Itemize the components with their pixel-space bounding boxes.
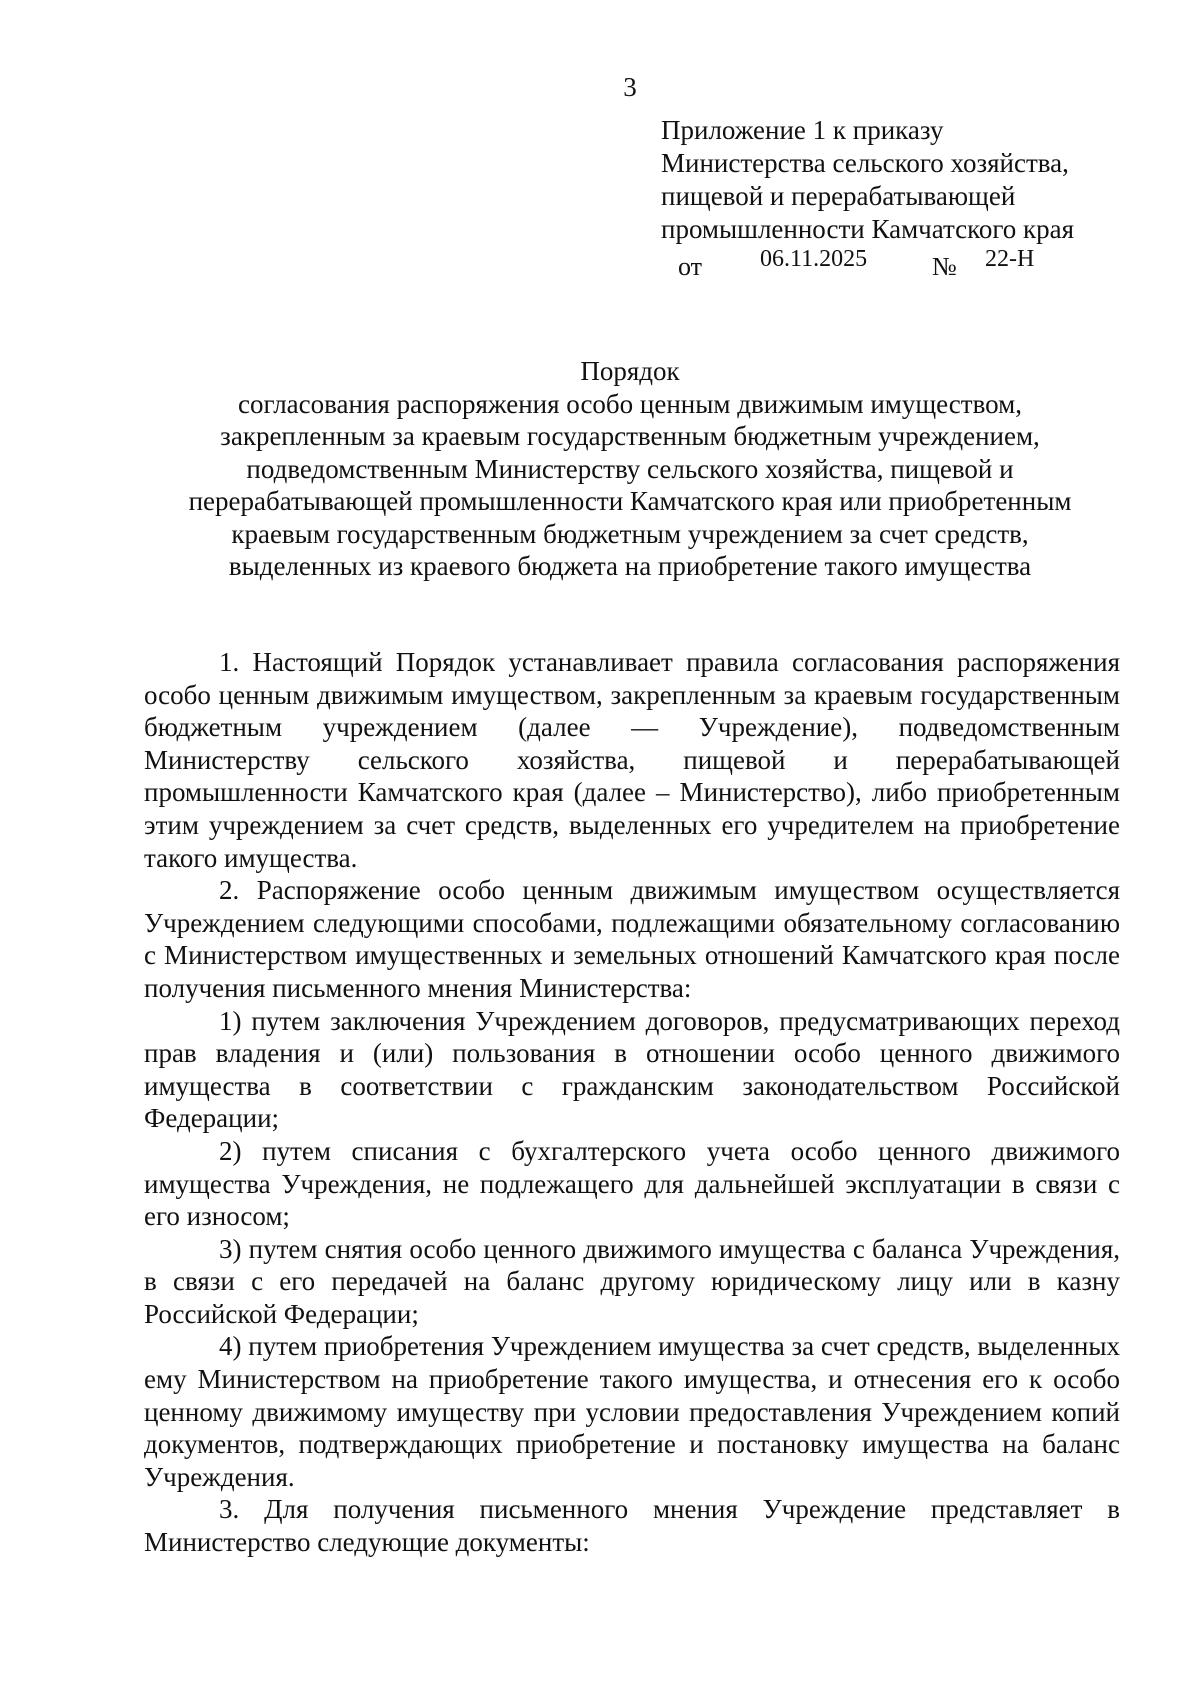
page-number: 3	[623, 72, 637, 102]
number-label: №	[932, 252, 957, 281]
document-title	[130, 355, 1130, 583]
order-reference	[0, 246, 1200, 281]
appendix-header	[661, 114, 1074, 246]
title-line: согласования распоряжения особо ценным движимым имуществом,	[238, 388, 1022, 419]
title-line: выделенных из краевого бюджета на приобретение такого имущества	[228, 551, 1032, 581]
paragraph: 4) путем приобретения Учреждением имущества за счет средств, выделенных ему Министерством на приобретение такого имущества, и отнесения его к особо ценному движимому имуществу при условии предоставления Учреждением копий документов, подтверждающих приобретение и постановку имущества на баланс Учреждения.	[144, 1331, 1120, 1492]
paragraph: 3) путем снятия особо ценного движимого имущества с баланса Учреждения, в связи с его передачей на баланс другому юридическому лицу или в казну Российской Федерации;	[144, 1233, 1120, 1329]
appendix-line: промышленности Камчатского края	[661, 214, 1075, 244]
paragraph: 1. Настоящий Порядок устанавливает правила согласования распоряжения особо ценным движимым имуществом, закрепленным за краевым государственным бюджетным учреждением (далее — Учреждение), подведомственным Министерству сельского хозяйства, пищевой и перерабатывающей промышленности Камчатского края (далее – Министерство), либо приобретенным этим учреждением за счет средств, выделенных его учредителем на приобретение такого имущества.	[144, 647, 1120, 873]
appendix-line: пищевой и перерабатывающей	[661, 181, 1016, 211]
title-line: закрепленным за краевым государственным бюджетным учреждением,	[220, 421, 1040, 451]
appendix-line: Министерства сельского хозяйства,	[661, 148, 1069, 178]
title-heading: Порядок	[580, 356, 680, 386]
paragraph: 2. Распоряжение особо ценным движимым имуществом осуществляется Учреждением следующими способами, подлежащими обязательному согласованию с Министерством имущественных и земельных отношений Камчатского края после получения письменного мнения Министерства:	[144, 875, 1120, 1003]
title-line: подведомственным Министерству сельского хозяйства, пищевой и	[246, 453, 1014, 484]
appendix-line: Приложение 1 к приказу	[661, 115, 944, 145]
title-line: краевым государственным бюджетным учреждением за счет средств,	[231, 518, 1029, 549]
paragraph: 1) путем заключения Учреждением договоров, предусматривающих переход прав владения и (или) пользования в отношении особо ценного движимого имущества в соответствии с гражданским законодательством Российской Федерации;	[144, 1005, 1120, 1134]
document-body	[144, 646, 1120, 1559]
paragraph: 3. Для получения письменного мнения Учреждение представляет в Министерство следующие документы:	[144, 1494, 1120, 1558]
order-date: 06.11.2025	[760, 246, 868, 272]
order-number: 22-Н	[985, 246, 1035, 272]
paragraph: 2) путем списания с бухгалтерского учета особо ценного движимого имущества Учреждения, не подлежащего для дальнейшей эксплуатации в связи с его износом;	[144, 1135, 1120, 1232]
title-line: перерабатывающей промышленности Камчатского края или приобретенным	[188, 486, 1072, 516]
from-label: от	[678, 252, 703, 281]
